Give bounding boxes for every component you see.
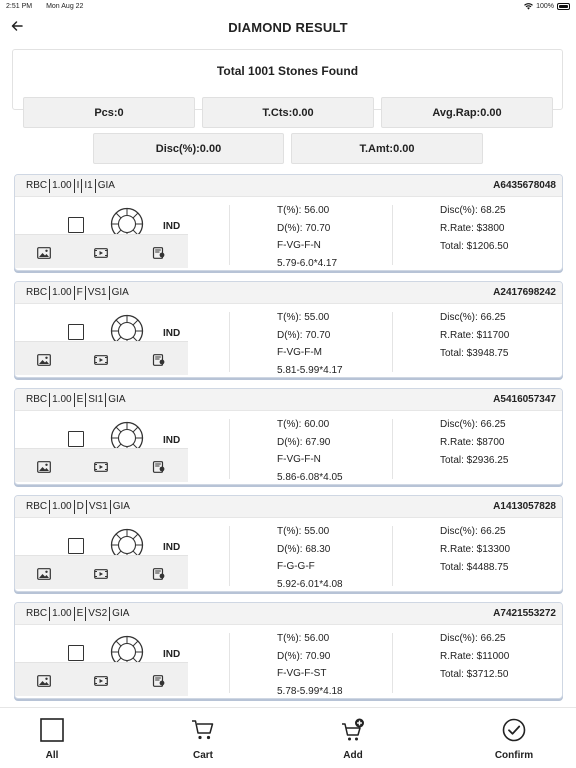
stone-origin: IND (163, 221, 181, 232)
stone-table-pct: T(%): 55.00 (277, 526, 330, 537)
spec-part: I (76, 180, 80, 191)
stone-card-header (15, 603, 562, 625)
stone-discount: Disc(%): 66.25 (440, 419, 506, 430)
card-divider (229, 419, 230, 479)
spec-separator (86, 500, 87, 514)
spec-part: SI1 (88, 394, 104, 405)
stone-grade: F-G-G-F (277, 561, 315, 572)
stone-card-header (15, 389, 562, 411)
spec-separator (74, 179, 75, 193)
spec-separator (49, 286, 50, 300)
stat-avg-rap-label: Avg.Rap:0.00 (432, 106, 502, 119)
stone-depth-pct: D(%): 70.70 (277, 329, 331, 341)
stone-media-bar (15, 662, 188, 696)
stone-pricing (440, 202, 508, 256)
card-divider (392, 633, 393, 693)
spec-separator (110, 500, 111, 514)
stone-id: A1413057828 (493, 501, 556, 512)
stone-select-checkbox[interactable] (68, 645, 84, 661)
bottom-nav (0, 707, 576, 768)
card-divider (392, 205, 393, 265)
stone-table-pct: T(%): 56.00 (277, 205, 330, 216)
battery-icon (557, 3, 570, 10)
image-icon[interactable] (37, 246, 51, 258)
stone-table-pct: T(%): 56.00 (277, 633, 330, 644)
stone-measurements (277, 523, 343, 592)
nav-cart[interactable] (158, 708, 248, 761)
stone-rap-rate: R.Rate: $11000 (440, 651, 510, 662)
total-stones-text: Total 1001 Stones Found (216, 64, 359, 78)
stone-grade: F-VG-F-N (277, 240, 321, 251)
nav-add-label: Add (343, 750, 363, 761)
stone-media-bar (15, 448, 188, 482)
stone-list (14, 174, 563, 709)
stone-id: A2417698242 (493, 287, 556, 298)
stone-rap-rate: R.Rate: $8700 (440, 437, 505, 448)
spec-part: 1.00 (52, 287, 72, 298)
card-divider (229, 205, 230, 265)
stat-tcts (202, 97, 374, 128)
spec-separator (95, 179, 96, 193)
status-bar (0, 0, 576, 12)
stat-pcs-label: Pcs:0 (94, 106, 124, 119)
stone-measurements (277, 309, 343, 378)
status-date: Mon Aug 22 (46, 2, 84, 10)
spec-part: 1.00 (52, 394, 72, 405)
video-icon[interactable] (94, 353, 108, 365)
stone-discount: Disc(%): 66.25 (440, 312, 506, 323)
spec-part: VS2 (88, 608, 108, 619)
stone-measurements (277, 416, 343, 485)
spec-part: RBC (26, 394, 48, 405)
stone-total: Total: $3948.75 (440, 348, 509, 359)
stat-pcs (23, 97, 195, 128)
card-divider (229, 633, 230, 693)
stone-dimensions: 5.92-6.01*4.08 (277, 578, 343, 590)
stat-tcts-label: T.Cts:0.00 (262, 106, 314, 119)
spec-separator (85, 286, 86, 300)
image-icon[interactable] (37, 353, 51, 365)
battery-percent: 100% (536, 2, 554, 10)
stone-select-checkbox[interactable] (68, 217, 84, 233)
stone-spec (26, 179, 115, 193)
stone-origin: IND (163, 542, 181, 553)
stone-card[interactable] (14, 602, 563, 699)
spec-separator (49, 607, 50, 621)
certificate-icon[interactable] (152, 246, 166, 258)
spec-part: 1.00 (52, 180, 72, 191)
stone-dimensions: 5.78-5.99*4.18 (277, 685, 343, 697)
certificate-icon[interactable] (152, 460, 166, 472)
stat-tamt-label: T.Amt:0.00 (359, 142, 415, 155)
spec-part: 1.00 (52, 608, 72, 619)
video-icon[interactable] (94, 674, 108, 686)
spec-separator (85, 607, 86, 621)
stone-select-checkbox[interactable] (68, 431, 84, 447)
nav-cart-label: Cart (192, 750, 213, 761)
stone-card[interactable] (14, 495, 563, 592)
page-title: DIAMOND RESULT (228, 19, 348, 35)
check-circle-icon (502, 718, 526, 742)
nav-confirm[interactable] (469, 708, 559, 761)
stone-pricing (440, 309, 509, 363)
card-divider (392, 419, 393, 479)
spec-separator (74, 607, 75, 621)
stat-avg-rap (381, 97, 553, 128)
spec-part: RBC (26, 287, 48, 298)
spec-separator (105, 393, 106, 407)
spec-part: E (76, 394, 84, 405)
spec-separator (49, 500, 50, 514)
nav-all[interactable] (7, 708, 97, 761)
spec-part: VS1 (87, 287, 107, 298)
cart-icon (191, 718, 215, 742)
spec-part: GIA (97, 180, 115, 191)
spec-part: GIA (108, 394, 126, 405)
add-to-cart-icon (341, 718, 365, 742)
stone-select-checkbox[interactable] (68, 538, 84, 554)
spec-part: D (76, 501, 84, 512)
stone-card[interactable] (14, 174, 563, 271)
app-header (0, 12, 576, 42)
image-icon[interactable] (37, 567, 51, 579)
stat-disc (93, 133, 284, 164)
spec-part: RBC (26, 180, 48, 191)
spec-separator (74, 500, 75, 514)
card-divider (229, 526, 230, 586)
stone-depth-pct: D(%): 68.30 (277, 543, 331, 555)
stone-card-header (15, 175, 562, 197)
spec-part: GIA (111, 287, 129, 298)
certificate-icon[interactable] (152, 353, 166, 365)
spec-part: GIA (112, 501, 130, 512)
stone-depth-pct: D(%): 67.90 (277, 436, 331, 448)
spec-separator (81, 179, 82, 193)
spec-separator (74, 393, 75, 407)
stone-grade: F-VG-F-M (277, 347, 322, 358)
stone-id: A5416057347 (493, 394, 556, 405)
spec-separator (49, 179, 50, 193)
stone-dimensions: 5.79-6.0*4.17 (277, 257, 338, 269)
stone-total: Total: $2936.25 (440, 455, 509, 466)
stone-card-header (15, 282, 562, 304)
stone-discount: Disc(%): 66.25 (440, 526, 506, 537)
spec-part: F (76, 287, 83, 298)
card-divider (229, 312, 230, 372)
stone-discount: Disc(%): 66.25 (440, 633, 506, 644)
video-icon[interactable] (94, 460, 108, 472)
card-divider (392, 312, 393, 372)
certificate-icon[interactable] (152, 674, 166, 686)
spec-part: GIA (112, 608, 130, 619)
stone-pricing (440, 416, 508, 470)
certificate-icon[interactable] (152, 567, 166, 579)
image-icon[interactable] (37, 460, 51, 472)
stone-total: Total: $4488.75 (440, 562, 509, 573)
spec-part: RBC (26, 608, 48, 619)
stone-table-pct: T(%): 60.00 (277, 419, 330, 430)
video-icon[interactable] (94, 567, 108, 579)
stone-dimensions: 5.81-5.99*4.17 (277, 364, 343, 376)
spec-separator (74, 286, 75, 300)
stone-depth-pct: D(%): 70.70 (277, 222, 331, 234)
stone-rap-rate: R.Rate: $3800 (440, 223, 505, 234)
stone-spec (26, 607, 129, 621)
spec-separator (109, 607, 110, 621)
spec-part: 1.00 (52, 501, 72, 512)
stone-dimensions: 5.86-6.08*4.05 (277, 471, 343, 483)
stone-origin: IND (163, 328, 181, 339)
stone-table-pct: T(%): 55.00 (277, 312, 330, 323)
image-icon[interactable] (37, 674, 51, 686)
spec-separator (85, 393, 86, 407)
spec-part: RBC (26, 501, 48, 512)
stone-card-header (15, 496, 562, 518)
stone-depth-pct: D(%): 70.90 (277, 650, 331, 662)
spec-separator (109, 286, 110, 300)
arrow-left-icon[interactable] (10, 19, 24, 33)
stone-id: A6435678048 (493, 180, 556, 191)
spec-part: I1 (84, 180, 93, 191)
stone-discount: Disc(%): 68.25 (440, 205, 506, 216)
stone-total: Total: $3712.50 (440, 669, 509, 680)
nav-all-label: All (45, 750, 59, 761)
video-icon[interactable] (94, 246, 108, 258)
stone-media-bar (15, 555, 188, 589)
card-divider (392, 526, 393, 586)
stone-media-bar (15, 234, 188, 268)
stone-grade: F-VG-F-N (277, 454, 321, 465)
stone-card[interactable] (14, 281, 563, 378)
nav-add[interactable] (308, 708, 398, 761)
stone-origin: IND (163, 649, 181, 660)
stone-measurements (277, 630, 343, 699)
spec-part: E (76, 608, 84, 619)
stone-spec (26, 393, 126, 407)
spec-part: VS1 (88, 501, 108, 512)
stone-spec (26, 500, 130, 514)
stat-tamt (291, 133, 483, 164)
stone-measurements (277, 202, 337, 271)
stone-spec (26, 286, 129, 300)
stone-card[interactable] (14, 388, 563, 485)
stone-pricing (440, 630, 509, 684)
stone-total: Total: $1206.50 (440, 241, 509, 252)
stone-rap-rate: R.Rate: $11700 (440, 330, 510, 341)
nav-confirm-label: Confirm (494, 750, 534, 761)
stat-disc-label: Disc(%):0.00 (155, 142, 222, 155)
stone-rap-rate: R.Rate: $13300 (440, 544, 511, 555)
spec-separator (49, 393, 50, 407)
stone-media-bar (15, 341, 188, 375)
checkbox-icon (40, 718, 64, 742)
stone-grade: F-VG-F-ST (277, 668, 327, 679)
wifi-icon (524, 3, 533, 10)
status-time: 2:51 PM (6, 2, 33, 10)
stone-origin: IND (163, 435, 181, 446)
stone-pricing (440, 523, 510, 577)
stone-id: A7421553272 (493, 608, 556, 619)
stone-select-checkbox[interactable] (68, 324, 84, 340)
